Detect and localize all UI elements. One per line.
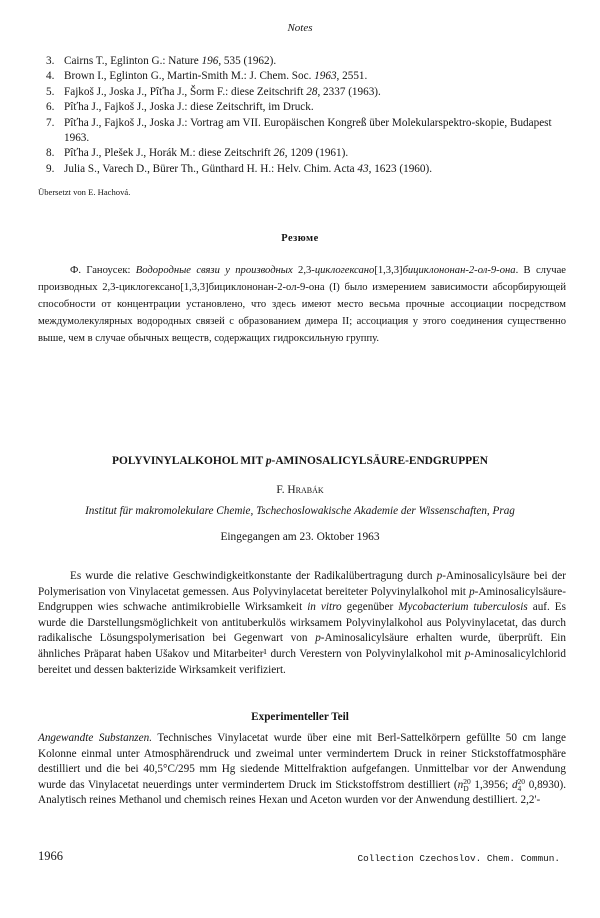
section-heading: Experimenteller Teil <box>251 711 349 723</box>
resume-paragraph <box>38 262 566 347</box>
article-title-part: POLYVINYLALKOHOL MIT <box>112 455 266 467</box>
paragraph-body: Technisches Vinylacetat wurde über eine mit Berl-Sattelkörpern gefüllte 50 cm lange Kolonne einmal unter Atmosphärendruck und zweimal unter vermindertem Druck in reiner Stickstoffatmosphäre destilliert und die bei 40,5°C/295 mm Hg siedende Mittelfraktion aufgefangen. Unmittelbar vor der Anwendung wurde das Vinylacetat neuerdings unter vermindertem Druck im Stickstoffstrom destilliert (n 20 D 1,3956; d 20 4 0,8930). Analytisch reines Methanol und chemisch reines Hexan und Aceton wurden vor der Anwendung destilliert. 2,2'- <box>38 732 566 807</box>
reference-number: 7. <box>46 116 55 129</box>
reference-item: 4. Brown I., Eglinton G., Martin-Smith M.: J. Chem. Soc. 1963, 2551. <box>46 69 566 84</box>
reference-volume: 28 <box>306 85 318 98</box>
reference-item: 5. Fajkoš J., Joska J., Pîťha J., Šorm F.: diese Zeitschrift 28, 2337 (1963). <box>46 85 566 100</box>
article-title-part: p <box>265 455 272 467</box>
reference-volume: 26 <box>273 147 285 160</box>
reference-item: 9. Julia S., Varech D., Bürer Th., Günthard H. H.: Helv. Chim. Acta 43, 1623 (1960). <box>46 162 566 177</box>
article-institute: Institut für makromolekulare Chemie, Tschechoslowakische Akademie der Wissenschaften, Prag <box>85 505 515 517</box>
reference-item: 3. Cairns T., Eglinton G.: Nature 196, 535 (1962). <box>46 54 566 69</box>
resume-title-part: бициклононан-2-ол-9-она <box>402 265 516 276</box>
reference-number: 3. <box>46 55 55 67</box>
resume-formula: [1,3,3] <box>374 265 403 276</box>
reference-item: 6. Pîťha J., Fajkoš J., Joska J.: diese Zeitschrift, im Druck. <box>46 100 566 115</box>
reference-number: 6. <box>46 101 55 114</box>
reference-number: 8. <box>46 147 55 160</box>
running-title: Notes <box>287 22 313 34</box>
resume-heading: Резюме <box>281 233 319 244</box>
reference-list <box>46 54 566 177</box>
translator-note: Übersetzt von E. Hachová. <box>38 187 131 197</box>
article-title <box>0 455 600 467</box>
resume-body: . В случае производных 2,3-циклогексано[1,3,3]бициклононан-2-ол-9-она (I) было измерением зависимости абсорбирующей способности от концентрации установлено, что здесь имеют место весьма прочные ассоциации посредством междумолекулярных водородных связей с образованием димера II; ассоциация у этого соединения существенно выше, чем в случае обычных веществ, содержащих гидроксильную группу. <box>38 265 566 344</box>
paragraph-lead: Angewandte Substanzen. <box>38 732 152 744</box>
resume-author: Ф. Ганоусек: <box>70 265 136 276</box>
resume-title-part: Водородные связи у производных <box>135 265 299 276</box>
reference-number: 5. <box>46 85 55 98</box>
section-paragraph <box>38 731 566 809</box>
journal-name: Collection Czechoslov. Chem. Commun. <box>357 853 560 864</box>
resume-formula: 2,3- <box>298 265 315 276</box>
page-number: 1966 <box>38 849 63 863</box>
abstract-text: Es wurde die relative Geschwindigkeitkonstante der Radikalübertragung durch p-Aminosalicylsäure bei der Polymerisation von Vinylacetat gemessen. Aus Polyvinylacetat bereiteter Polyvinylalkohol mit p-Aminosalicylsäure-Endgruppen wies schwache antimikrobielle Wirksamkeit in vitro gegenüber Mycobacterium tuberculosis auf. Es wurde die Darstellungsmöglichkeit von antituberkulös wirksamem Polyvinylalkohol aus Polyvinylacetat, das durch radikalische Lösungspolymerisation bei Gegenwart von p-Aminosalicylsäure erhalten wurde, überprüft. Ein ähnliches Präparat haben Ušakov und Mitarbeiter¹ durch Verestern von Polyvinylalkohol mit p-Aminosalicylchlorid bereitet und dessen bakterizide Wirksamkeit verifiziert. <box>38 570 567 676</box>
reference-number: 4. <box>46 70 55 83</box>
reference-volume: 1963 <box>314 70 337 83</box>
resume-title-part: циклогексано <box>314 265 375 276</box>
reference-volume: 196 <box>201 55 219 67</box>
reference-item: 7. Pîťha J., Fajkoš J., Joska J.: Vortrag am VII. Europäischen Kongreß über Molekularspektro-skopie, Budapest 1963. <box>46 116 552 145</box>
received-date: Eingegangen am 23. Oktober 1963 <box>220 531 380 543</box>
reference-item: 8. Pîťha J., Plešek J., Horák M.: diese Zeitschrift 26, 1209 (1961). <box>46 146 566 161</box>
reference-volume: 43 <box>357 162 369 175</box>
article-title-part: -AMINOSALICYLSÄURE-ENDGRUPPEN <box>271 455 488 467</box>
reference-number: 9. <box>46 162 55 175</box>
article-author: F. Hrabák <box>276 484 324 496</box>
abstract-paragraph <box>38 569 566 678</box>
